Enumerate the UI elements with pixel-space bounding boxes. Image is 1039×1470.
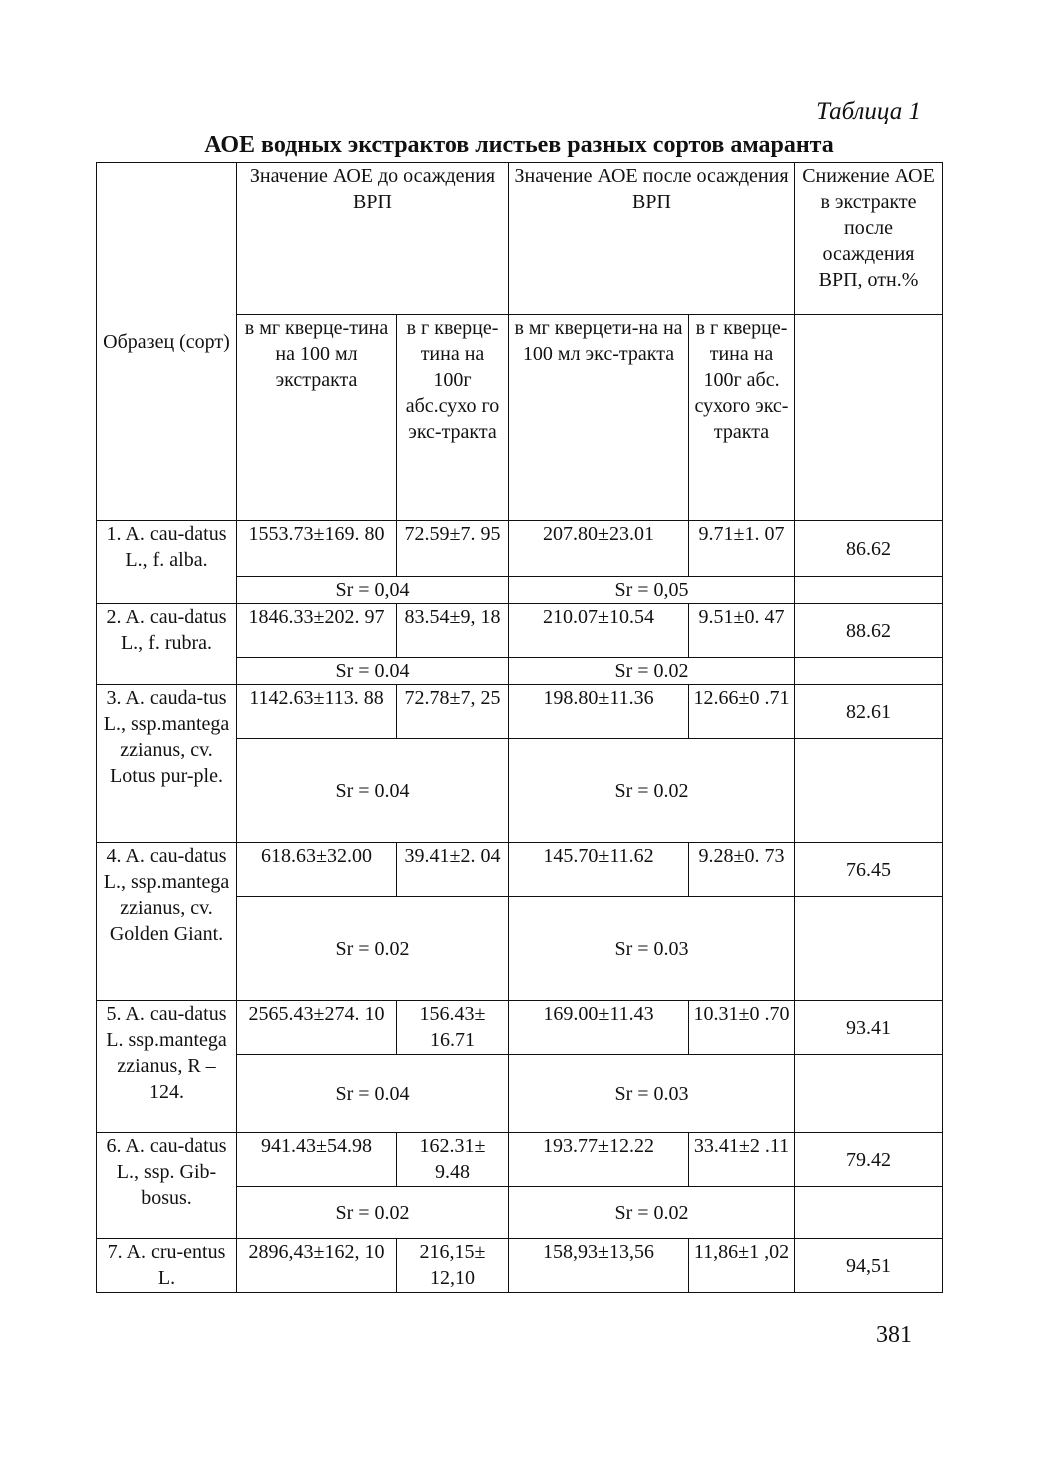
before-mg-cell: 941.43±54.98 [237,1133,397,1187]
decrease-cell: 82.61 [795,685,943,739]
sr-after-cell: Sr = 0.03 [509,897,795,1001]
before-mg-cell: 618.63±32.00 [237,843,397,897]
empty-cell [795,739,943,843]
before-g-cell: 216,15± 12,10 [397,1239,509,1293]
after-g-cell: 9.51±0. 47 [689,604,795,658]
sample-cell: 1. A. cau-datus L., f. alba. [97,521,237,604]
after-g-cell: 33.41±2 .11 [689,1133,795,1187]
before-g-cell: 72.59±7. 95 [397,521,509,577]
after-mg-cell: 198.80±11.36 [509,685,689,739]
header-after-g: в г кверце-тина на 100г абс. сухого экс-тракта [689,315,795,521]
table-row [97,1133,943,1187]
before-mg-cell: 1142.63±113. 88 [237,685,397,739]
page-number: 381 [876,1322,912,1348]
decrease-cell: 94,51 [795,1239,943,1293]
sample-cell: 6. A. cau-datus L., ssp. Gib-bosus. [97,1133,237,1239]
sample-cell: 2. A. cau-datus L., f. rubra. [97,604,237,685]
empty-cell [795,897,943,1001]
decrease-cell: 93.41 [795,1001,943,1055]
before-mg-cell: 1846.33±202. 97 [237,604,397,658]
sr-before-cell: Sr = 0.04 [237,1055,509,1133]
decrease-cell: 79.42 [795,1133,943,1187]
table-row [97,843,943,897]
header-before-g: в г кверце-тина на 100г абс.сухо го экс-тракта [397,315,509,521]
sample-cell: 3. A. cauda-tus L., ssp.mantega zzianus, cv. Lotus pur-ple. [97,685,237,843]
sr-after-cell: Sr = 0.03 [509,1055,795,1133]
after-mg-cell: 158,93±13,56 [509,1239,689,1293]
sr-before-cell: Sr = 0.04 [237,658,509,685]
after-g-cell: 11,86±1 ,02 [689,1239,795,1293]
empty-cell [795,577,943,604]
before-g-cell: 162.31± 9.48 [397,1133,509,1187]
before-mg-cell: 1553.73±169. 80 [237,521,397,577]
after-mg-cell: 207.80±23.01 [509,521,689,577]
before-g-cell: 83.54±9, 18 [397,604,509,658]
header-before-mg: в мг кверце-тина на 100 мл экстракта [237,315,397,521]
table-title: АОЕ водных экстрактов листьев разных сортов амаранта [204,132,834,158]
table-row [97,685,943,739]
after-g-cell: 12.66±0 .71 [689,685,795,739]
sample-cell: 4. A. cau-datus L., ssp.mantega zzianus, cv. Golden Giant. [97,843,237,1001]
sr-after-cell: Sr = 0,05 [509,577,795,604]
sr-before-cell: Sr = 0.04 [237,739,509,843]
after-g-cell: 10.31±0 .70 [689,1001,795,1055]
before-mg-cell: 2896,43±162, 10 [237,1239,397,1293]
header-sample: Образец (сорт) [97,163,237,521]
after-g-cell: 9.28±0. 73 [689,843,795,897]
header-decrease: Снижение АОЕ в экстракте после осаждения ВРП, отн.% [795,163,943,315]
before-g-cell: 39.41±2. 04 [397,843,509,897]
sr-after-cell: Sr = 0.02 [509,739,795,843]
table-row [97,521,943,577]
table-row [97,604,943,658]
decrease-cell: 88.62 [795,604,943,658]
after-mg-cell: 193.77±12.22 [509,1133,689,1187]
header-row-1 [97,163,943,315]
after-mg-cell: 145.70±11.62 [509,843,689,897]
decrease-cell: 86.62 [795,521,943,577]
after-mg-cell: 210.07±10.54 [509,604,689,658]
table-caption: Таблица 1 [816,98,921,125]
after-g-cell: 9.71±1. 07 [689,521,795,577]
empty-cell [795,1187,943,1239]
sample-cell: 7. A. cru-entus L. [97,1239,237,1293]
sr-before-cell: Sr = 0.02 [237,897,509,1001]
sr-before-cell: Sr = 0.02 [237,1187,509,1239]
aoe-table [96,162,943,1293]
header-after-group: Значение АОЕ после осаждения ВРП [509,163,795,315]
table-row [97,1239,943,1293]
empty-cell [795,658,943,685]
before-g-cell: 156.43± 16.71 [397,1001,509,1055]
sample-cell: 5. A. cau-datus L. ssp.mantega zzianus, R – 124. [97,1001,237,1133]
header-empty [795,315,943,521]
header-before-group: Значение АОЕ до осаждения ВРП [237,163,509,315]
empty-cell [795,1055,943,1133]
before-g-cell: 72.78±7, 25 [397,685,509,739]
decrease-cell: 76.45 [795,843,943,897]
sr-after-cell: Sr = 0.02 [509,658,795,685]
sr-before-cell: Sr = 0,04 [237,577,509,604]
table-row [97,1001,943,1055]
sr-after-cell: Sr = 0.02 [509,1187,795,1239]
before-mg-cell: 2565.43±274. 10 [237,1001,397,1055]
after-mg-cell: 169.00±11.43 [509,1001,689,1055]
header-after-mg: в мг кверцети-на на 100 мл экс-тракта [509,315,689,521]
